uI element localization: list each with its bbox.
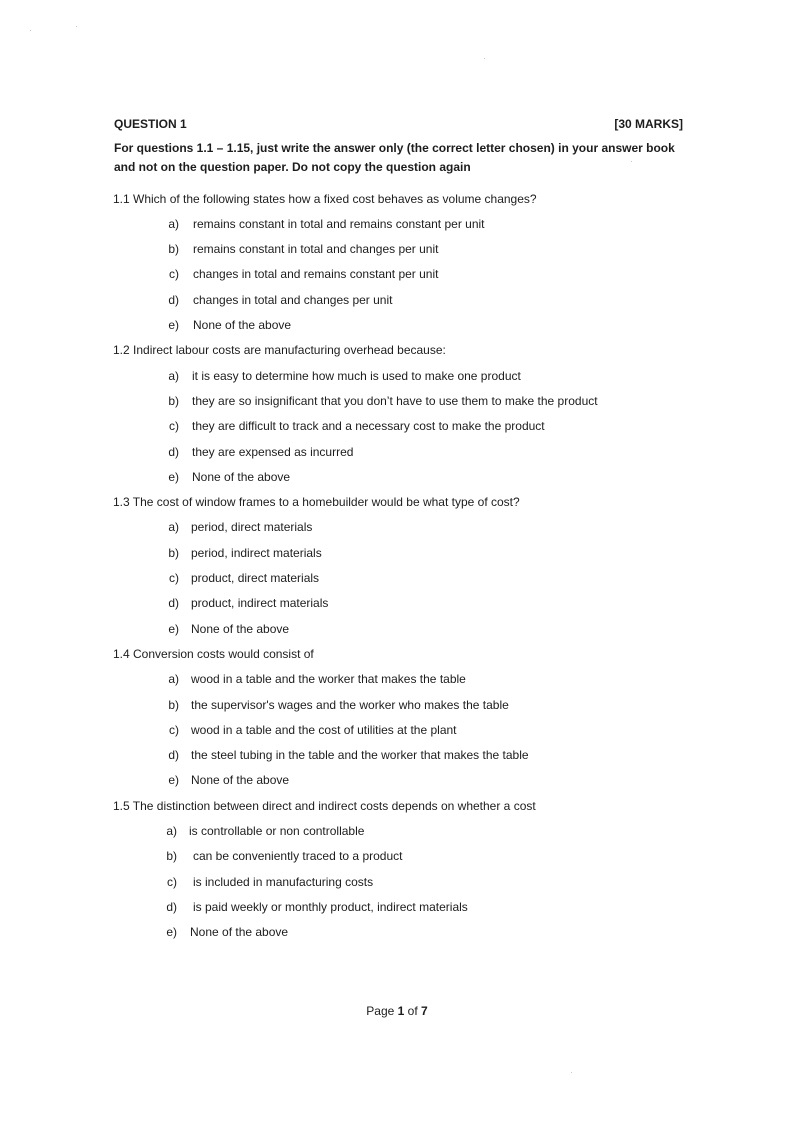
page-footer [0, 1003, 794, 1019]
instructions-line-1: For questions 1.1 – 1.15, just write the answer only (the correct letter chosen) in your answer book [114, 141, 675, 155]
option-letter: b) [168, 546, 179, 560]
question-header [114, 115, 683, 133]
option-letter: c) [169, 571, 179, 585]
option-text: changes in total and changes per unit [193, 293, 393, 307]
option-letter: d) [168, 748, 179, 762]
scan-speck [571, 1072, 572, 1073]
option-text: wood in a table and the cost of utilities at the plant [191, 723, 457, 737]
option-letter: c) [167, 875, 177, 889]
footer-page-number: 1 [397, 1004, 405, 1018]
option-letter: b) [168, 242, 179, 256]
option-letter: a) [168, 672, 179, 686]
option-letter: e) [166, 925, 177, 939]
option-letter: e) [168, 622, 179, 636]
option-letter: d) [168, 596, 179, 610]
option-letter: d) [166, 900, 177, 914]
scan-speck [631, 161, 632, 162]
question-marks: [30 MARKS] [614, 117, 683, 131]
option-letter: a) [168, 369, 179, 383]
instructions-line-2: and not on the question paper. Do not copy the question again [114, 160, 471, 174]
footer-total-pages: 7 [421, 1004, 428, 1018]
option-letter: c) [169, 267, 179, 281]
option-text: None of the above [191, 622, 290, 636]
option-text: the steel tubing in the table and the worker that makes the table [191, 748, 529, 762]
option-letter: e) [168, 318, 179, 332]
question-stem-1-4: 1.4 Conversion costs would consist of [113, 647, 314, 661]
option-letter: a) [168, 520, 179, 534]
question-title: QUESTION 1 [114, 117, 187, 131]
option-text: is controllable or non controllable [189, 824, 365, 838]
option-letter: b) [168, 394, 179, 408]
option-letter: e) [168, 773, 179, 787]
option-text: None of the above [193, 318, 292, 332]
option-text: it is easy to determine how much is used to make one product [192, 369, 521, 383]
option-text: None of the above [191, 773, 290, 787]
question-stem-1-3: 1.3 The cost of window frames to a homebuilder would be what type of cost? [113, 495, 520, 509]
option-text: the supervisor's wages and the worker who makes the table [191, 698, 509, 712]
question-stem-1-5: 1.5 The distinction between direct and indirect costs depends on whether a cost [113, 799, 536, 813]
question-stem-1-2: 1.2 Indirect labour costs are manufacturing overhead because: [113, 343, 446, 357]
option-text: None of the above [192, 470, 291, 484]
option-letter: a) [168, 217, 179, 231]
option-letter: a) [166, 824, 177, 838]
option-text: product, direct materials [191, 571, 320, 585]
option-letter: c) [169, 419, 179, 433]
option-text: product, indirect materials [191, 596, 329, 610]
footer-of-word: of [407, 1004, 418, 1018]
option-text: remains constant in total and changes per unit [193, 242, 439, 256]
footer-page-word: Page [366, 1004, 395, 1018]
instructions [114, 139, 688, 177]
option-text: remains constant in total and remains constant per unit [193, 217, 485, 231]
option-text: period, direct materials [191, 520, 313, 534]
option-text: they are so insignificant that you don’t have to use them to make the product [192, 394, 598, 408]
option-text: is paid weekly or monthly product, indirect materials [193, 900, 468, 914]
option-text: they are difficult to track and a necessary cost to make the product [192, 419, 545, 433]
option-letter: b) [168, 698, 179, 712]
option-letter: b) [166, 849, 177, 863]
scan-speck [76, 26, 77, 27]
option-text: period, indirect materials [191, 546, 322, 560]
option-letter: d) [168, 445, 179, 459]
scan-speck [30, 30, 31, 31]
option-letter: c) [169, 723, 179, 737]
option-text: None of the above [190, 925, 289, 939]
question-stem-1-1: 1.1 Which of the following states how a fixed cost behaves as volume changes? [113, 192, 537, 206]
option-letter: e) [168, 470, 179, 484]
option-text: wood in a table and the worker that makes the table [191, 672, 466, 686]
option-text: is included in manufacturing costs [193, 875, 374, 889]
scan-speck [484, 58, 485, 59]
option-letter: d) [168, 293, 179, 307]
option-text: they are expensed as incurred [192, 445, 354, 459]
option-text: can be conveniently traced to a product [193, 849, 403, 863]
option-text: changes in total and remains constant per unit [193, 267, 439, 281]
